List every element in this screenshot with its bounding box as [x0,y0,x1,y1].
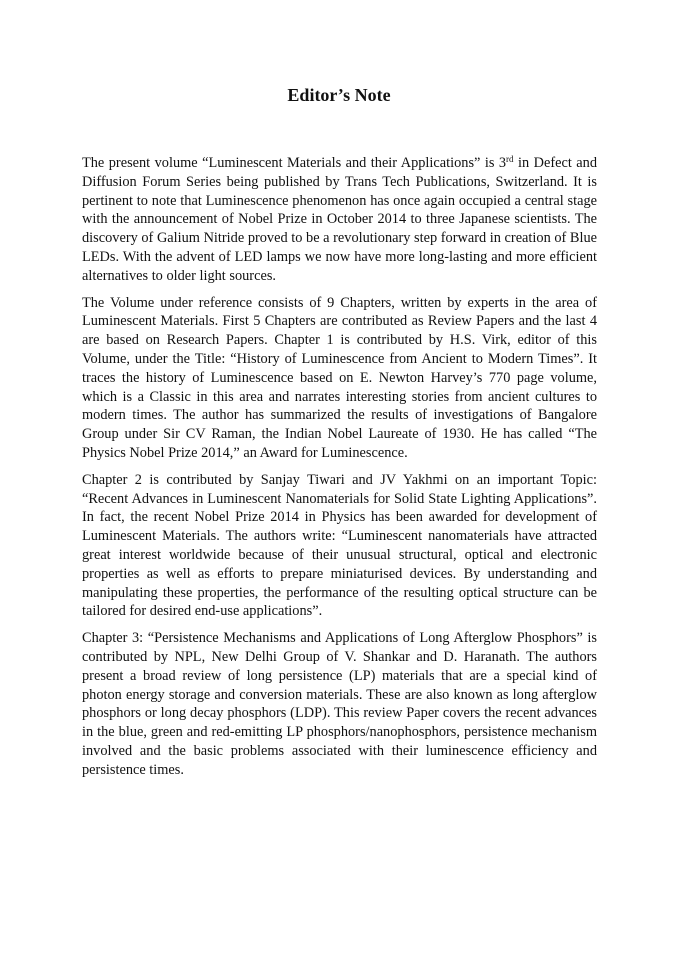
paragraph-intro-text-end: in Defect and Diffusion Forum Series being published by Trans Tech Publications, Switzerland. It is pertinent to note that Luminescence phenomenon has once again occupied a central stage with the announcement of Nobel Prize in October 2014 to three Japanese scientists. The discovery of Galium Nitride proved to be a revolutionary step forward in creation of Blue LEDs. With the advent of LED lamps we now have more long-lasting and more efficient alternatives to older light sources. [82,155,597,284]
paragraph-chapter-3: Chapter 3: “Persistence Mechanisms and Applications of Long Afterglow Phosphors” is contributed by NPL, New Delhi Group of V. Shankar and D. Haranath. The authors present a broad review of long persistence (LP) materials that are a special kind of photon energy storage and conversion materials. These are also known as long afterglow phosphors or long decay phosphors (LDP). This review Paper covers the recent advances in the blue, green and red-emitting LP phosphors/nanophosphors, persistence mechanism involved and the basic problems associated with their luminescence efficiency and persistence times. [82,630,597,778]
paragraph-intro-text-start: The present volume “Luminescent Materials and their Applications” is 3 [82,155,507,171]
ordinal-superscript: rd [506,154,514,164]
document-body [82,154,597,788]
paragraph-intro [82,154,597,286]
paragraph-volume-overview: The Volume under reference consists of 9 Chapters, written by experts in the area of Luminescent Materials. First 5 Chapters are contributed as Review Papers and the last 4 are based on Research Papers. Chapter 1 is contributed by H.S. Virk, editor of this Volume, under the Title: “History of Luminescence from Ancient to Modern Times”. It traces the history of Luminescence based on E. Newton Harvey’s 770 page volume, which is a Classic in this area and narrates interesting stories from ancient cultures to modern times. The author has summarized the results of investigations of Bangalore Group under Sir CV Raman, the Indian Nobel Laureate of 1930. He has called “The Physics Nobel Prize 2014,” an Award for Luminescence. [82,294,597,461]
paragraph-chapter-2: Chapter 2 is contributed by Sanjay Tiwari and JV Yakhmi on an important Topic: “Recent Advances in Luminescent Nanomaterials for Solid State Lighting Applications”. In fact, the recent Nobel Prize 2014 in Physics has been awarded for development of Luminescent Materials. The authors write: “Luminescent nanomaterials have attracted great interest worldwide because of their unusual structural, optical and electronic properties as well as efforts to prepare miniaturised devices. By understanding and manipulating these properties, the performance of the resulting optical structure can be tailored for desired end-use applications”. [82,471,597,620]
page-title: Editor’s Note [287,85,391,105]
